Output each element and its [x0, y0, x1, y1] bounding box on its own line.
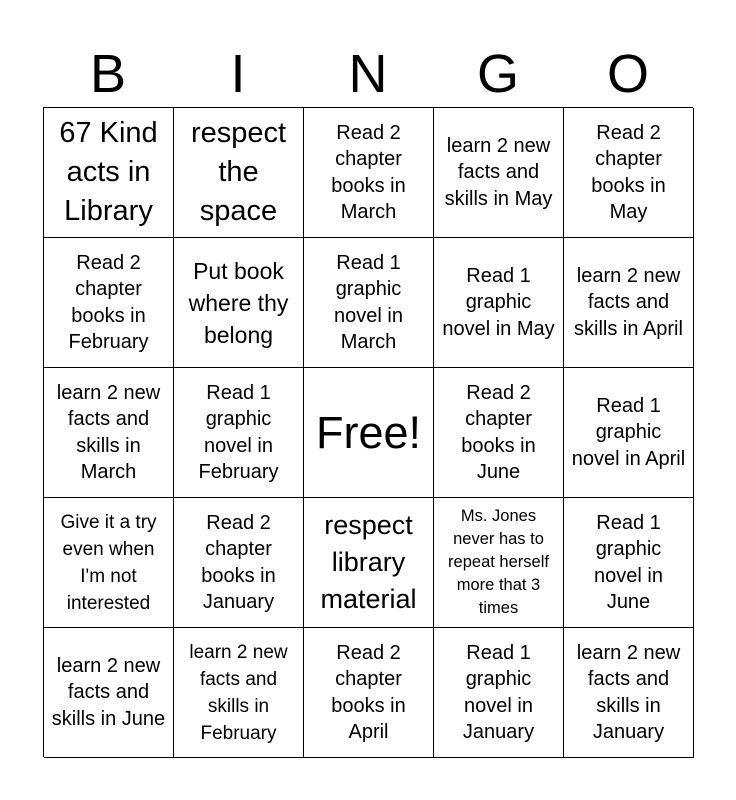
bingo-cell-r4-c5[interactable]	[564, 498, 694, 628]
bingo-cell-r3-c3-free[interactable]	[304, 368, 434, 498]
cell-text: Read 1 graphic novel in March	[334, 251, 403, 353]
cell-text: 67 Kind acts in Library	[59, 117, 158, 227]
bingo-cell-r3-c1[interactable]	[44, 368, 174, 498]
free-space-text: Free!	[315, 406, 422, 458]
cell-text: learn 2 new facts and skills in April	[574, 264, 683, 340]
bingo-board	[43, 107, 693, 757]
cell-text: learn 2 new facts and skills in March	[56, 381, 161, 483]
bingo-cell-r4-c1[interactable]	[44, 498, 174, 628]
cell-text: Read 2 chapter books in June	[461, 381, 536, 483]
header-letter-g: G	[476, 44, 519, 104]
header-letter-o: O	[606, 44, 649, 104]
cell-text: learn 2 new facts and skills in January	[576, 641, 681, 743]
bingo-cell-r1-c5[interactable]	[564, 108, 694, 238]
cell-text: Read 1 graphic novel in May	[442, 264, 555, 340]
bingo-cell-r5-c5[interactable]	[564, 628, 694, 758]
cell-text: Read 2 chapter books in April	[331, 641, 406, 743]
header-letter-i: I	[230, 44, 246, 104]
cell-text: Read 2 chapter books in February	[68, 251, 149, 353]
cell-text: Read 2 chapter books in May	[591, 121, 666, 223]
bingo-cell-r2-c3[interactable]	[304, 238, 434, 368]
cell-text: respect library material	[320, 510, 417, 614]
bingo-cell-r2-c4[interactable]	[434, 238, 564, 368]
bingo-cell-r2-c1[interactable]	[44, 238, 174, 368]
cell-text: Give it a try even when I'm not interested	[60, 511, 157, 614]
bingo-cell-r4-c4[interactable]	[434, 498, 564, 628]
bingo-cell-r1-c4[interactable]	[434, 108, 564, 238]
bingo-cell-r1-c2[interactable]	[174, 108, 304, 238]
bingo-cell-r4-c3[interactable]	[304, 498, 434, 628]
cell-text: Ms. Jones never has to repeat herself more that 3 times	[448, 507, 549, 617]
header-letter-b: B	[89, 44, 127, 104]
bingo-cell-r2-c2[interactable]	[174, 238, 304, 368]
cell-text: respect the space	[190, 117, 287, 227]
cell-text: learn 2 new facts and skills in May	[444, 134, 553, 210]
bingo-cell-r1-c3[interactable]	[304, 108, 434, 238]
cell-text: learn 2 new facts and skills in February	[189, 641, 288, 744]
cell-text: learn 2 new facts and skills in June	[51, 654, 166, 730]
bingo-cell-r2-c5[interactable]	[564, 238, 694, 368]
cell-text: Read 1 graphic novel in June	[594, 511, 663, 613]
header-letter-n: N	[348, 44, 388, 104]
bingo-cell-r5-c3[interactable]	[304, 628, 434, 758]
cell-text: Read 2 chapter books in March	[331, 121, 406, 223]
cell-text: Put book where thy belong	[188, 257, 289, 348]
bingo-header	[43, 40, 693, 108]
bingo-cell-r5-c2[interactable]	[174, 628, 304, 758]
bingo-cell-r3-c4[interactable]	[434, 368, 564, 498]
bingo-cell-r1-c1[interactable]	[44, 108, 174, 238]
cell-text: Read 1 graphic novel in January	[462, 641, 535, 743]
bingo-cell-r5-c4[interactable]	[434, 628, 564, 758]
bingo-cell-r5-c1[interactable]	[44, 628, 174, 758]
bingo-cell-r3-c5[interactable]	[564, 368, 694, 498]
bingo-cell-r4-c2[interactable]	[174, 498, 304, 628]
cell-text: Read 2 chapter books in January	[201, 511, 276, 613]
cell-text: Read 1 graphic novel in April	[571, 394, 686, 470]
bingo-cell-r3-c2[interactable]	[174, 368, 304, 498]
cell-text: Read 1 graphic novel in February	[198, 381, 279, 483]
